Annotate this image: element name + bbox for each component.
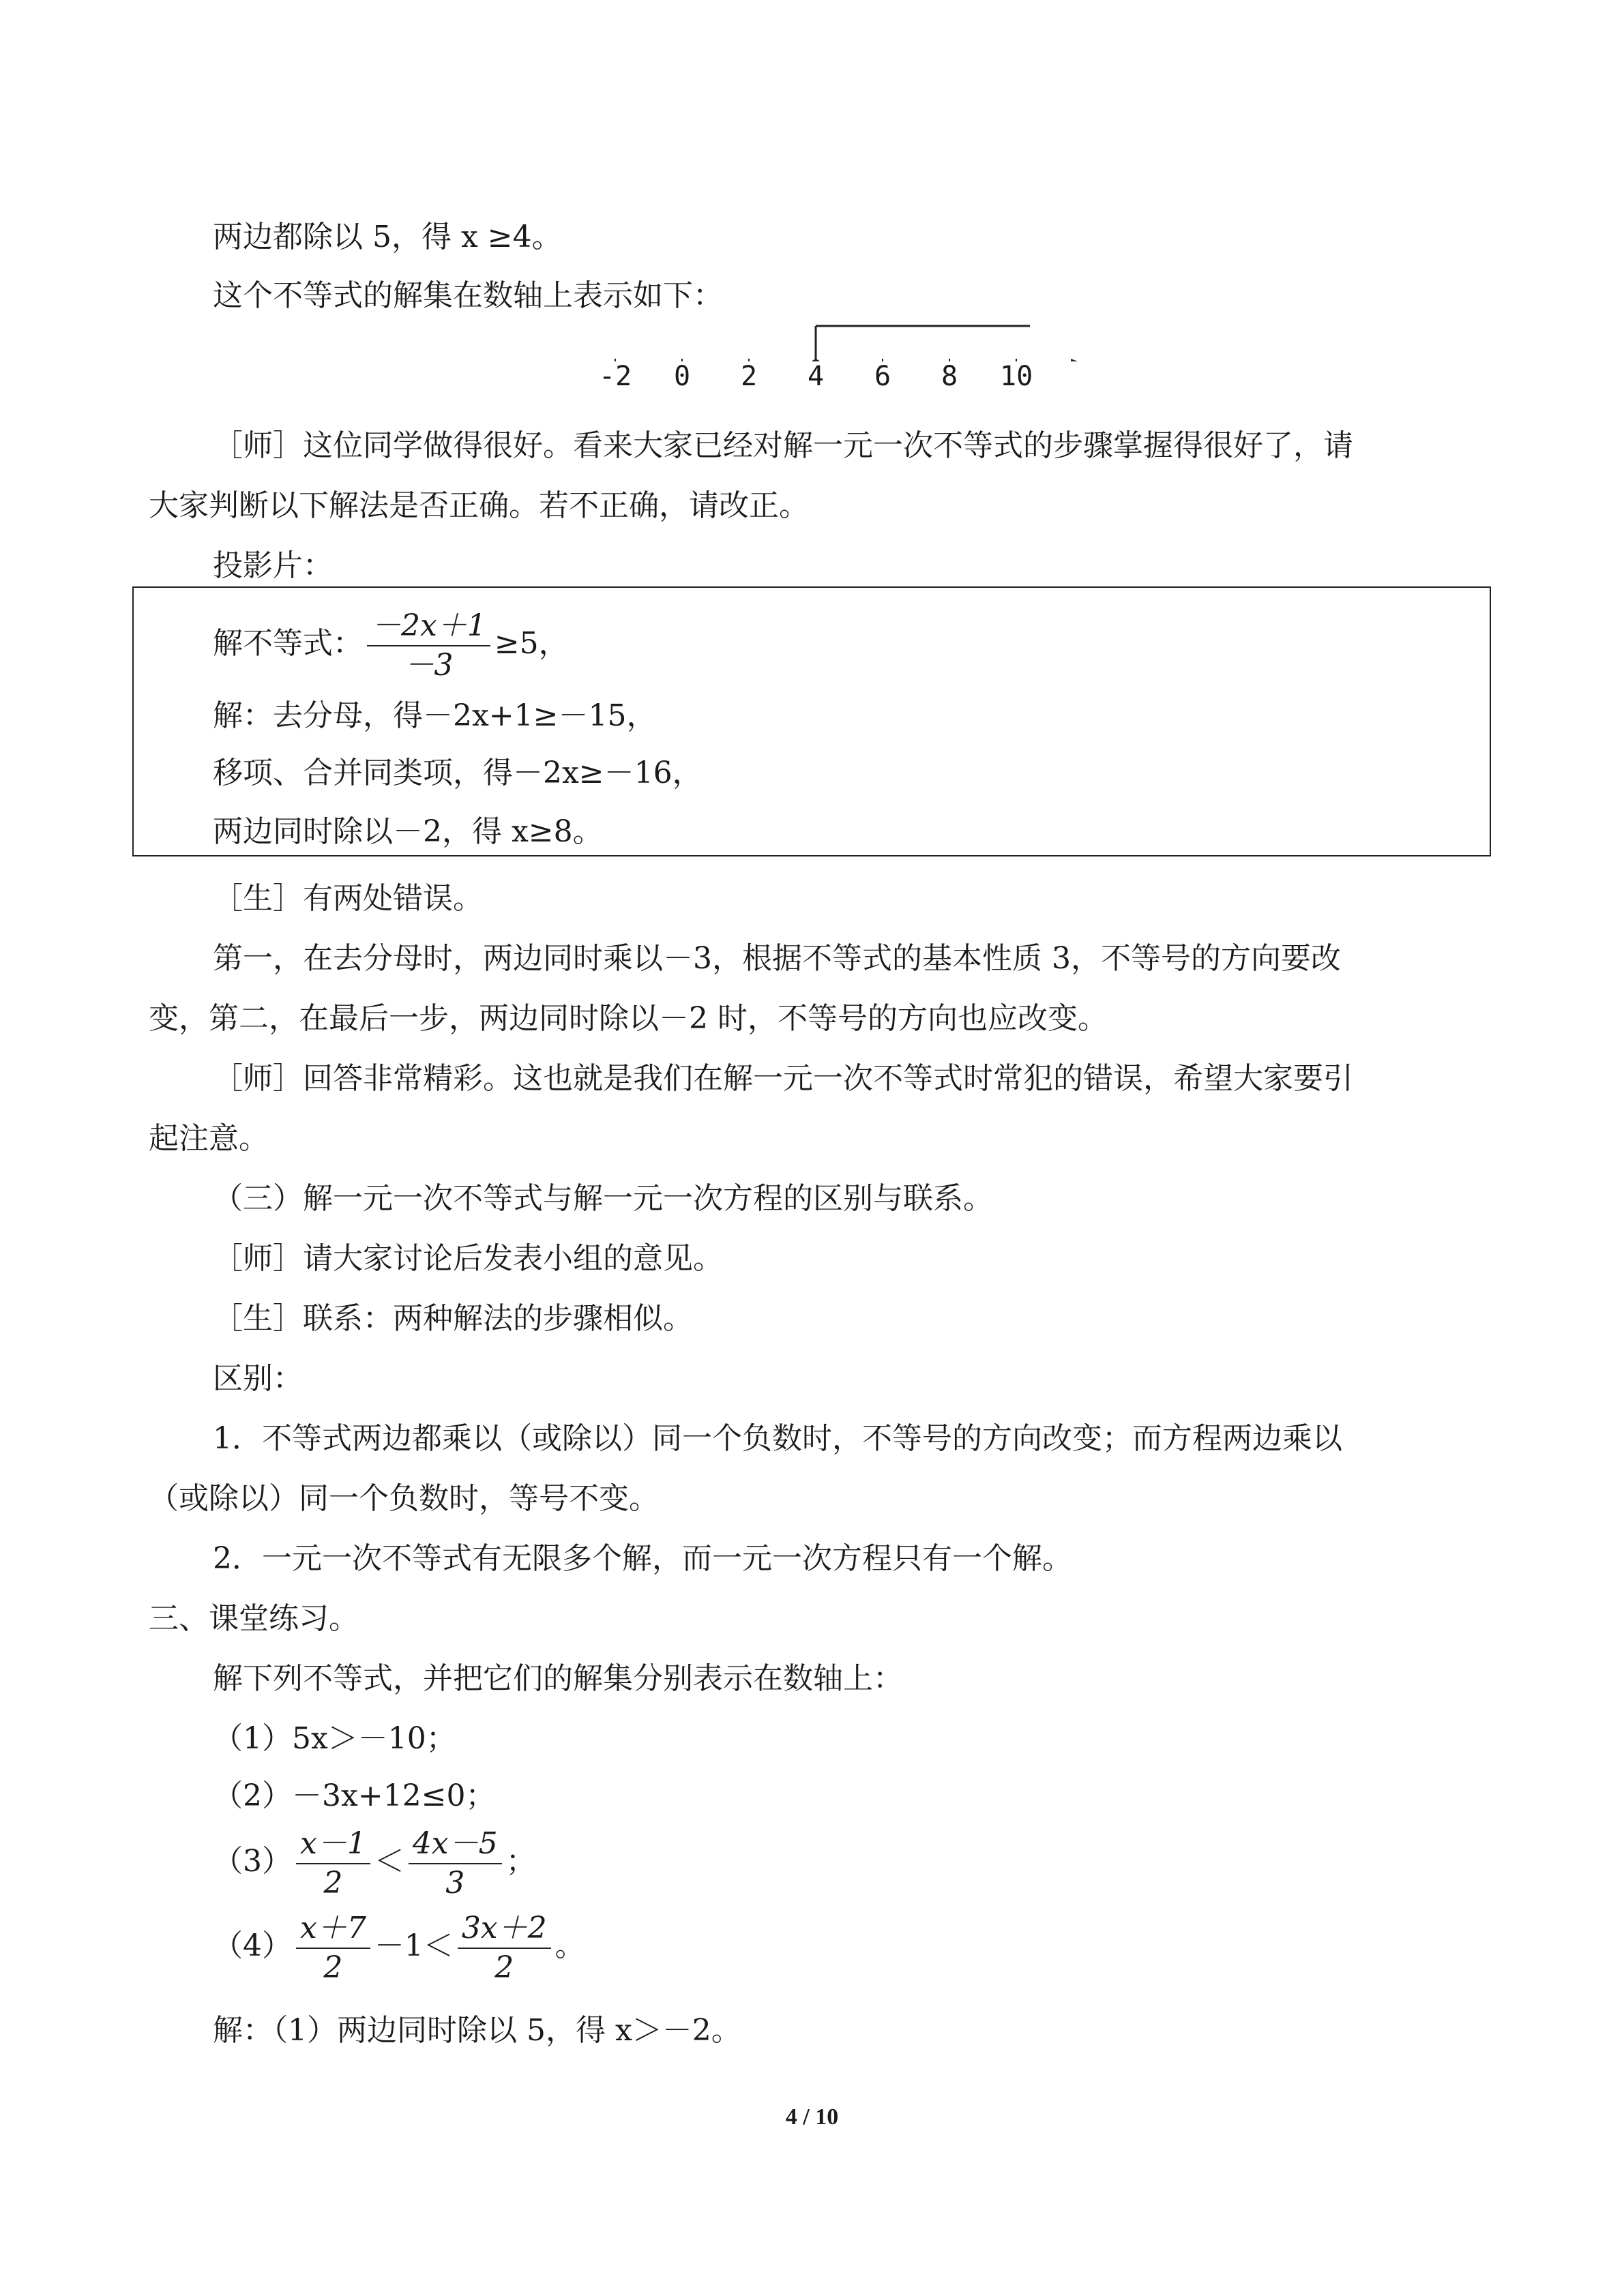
box-fraction-denominator: －3	[404, 647, 454, 683]
paragraph-numberline-intro: 这个不等式的解集在数轴上表示如下：	[213, 278, 723, 313]
problem-4-right-denominator: 2	[494, 1950, 514, 1985]
section-3-heading: （三）解一元一次不等式与解一元一次方程的区别与联系。	[213, 1181, 993, 1216]
axis-arrow-icon	[1071, 359, 1084, 361]
box-step-1: 解：去分母，得－2x+1≥－15，	[213, 698, 657, 733]
solution-1: 解：（1）两边同时除以 5，得 x＞－2。	[213, 2013, 741, 2048]
teacher-remark-3: ［师］请大家讨论后发表小组的意见。	[213, 1241, 723, 1276]
box-problem	[213, 607, 569, 683]
axis-tick-label: 0	[674, 361, 691, 392]
problem-3-operator: ＜	[374, 1844, 404, 1879]
teacher-remark-2-line1: ［师］回答非常精彩。这也就是我们在解一元一次不等式时常犯的错误，希望大家要引	[213, 1061, 1353, 1096]
problem-4-right-numerator: 3x＋2	[458, 1911, 551, 1949]
teacher-remark-1-line2: 大家判断以下解法是否正确。若不正确，请改正。	[149, 488, 809, 523]
student-reply-1: ［生］有两处错误。	[213, 881, 483, 916]
box-step-3: 两边同时除以－2，得 x≥8。	[213, 814, 603, 849]
problem-4-label: （4）	[213, 1928, 292, 1963]
difference-1-line1: 1．不等式两边都乘以（或除以）同一个负数时，不等号的方向改变；而方程两边乘以	[213, 1421, 1342, 1456]
difference-2: 2．一元一次不等式有无限多个解，而一元一次方程只有一个解。	[213, 1541, 1072, 1576]
problem-4-end: 。	[555, 1928, 585, 1963]
difference-label: 区别：	[213, 1361, 303, 1396]
box-fraction-numerator: －2x＋1	[367, 608, 490, 646]
axis-tick-label: 10	[1000, 361, 1033, 392]
problem-3-end: ；	[505, 1844, 536, 1879]
teacher-remark-2-line2: 起注意。	[149, 1121, 269, 1156]
page-number: 4 / 10	[785, 2104, 839, 2130]
explanation-line1: 第一，在去分母时，两边同时乘以－3，根据不等式的基本性质 3，不等号的方向要改	[213, 941, 1341, 976]
axis-tick-label: 4	[808, 361, 825, 392]
number-line	[600, 320, 1091, 402]
problem-2: （2）－3x+12≤0；	[213, 1778, 496, 1813]
projector-label: 投影片：	[213, 548, 333, 583]
box-step-2: 移项、合并同类项，得－2x≥－16，	[213, 756, 703, 790]
axis-tick-label: 8	[941, 361, 958, 392]
problem-3-left-numerator: x－1	[296, 1826, 370, 1864]
problem-4-left-numerator: x＋7	[296, 1911, 370, 1949]
box-fraction	[367, 608, 490, 683]
problem-3	[213, 1825, 536, 1901]
number-line-graphic	[600, 320, 1091, 361]
box-problem-suffix: ≥5，	[494, 626, 569, 661]
practice-intro: 解下列不等式，并把它们的解集分别表示在数轴上：	[213, 1661, 903, 1696]
practice-heading: 三、课堂练习。	[149, 1601, 359, 1636]
axis-tick-label: -2	[599, 361, 632, 392]
explanation-line2: 变，第二，在最后一步，两边同时除以－2 时，不等号的方向也应改变。	[149, 1001, 1108, 1036]
problem-4-middle: －1＜	[374, 1928, 454, 1963]
problem-4-left-denominator: 2	[323, 1950, 343, 1985]
problem-3-label: （3）	[213, 1844, 292, 1879]
problem-3-fraction-right	[409, 1826, 502, 1901]
teacher-remark-1-line1: ［师］这位同学做得很好。看来大家已经对解一元一次不等式的步骤掌握得很好了，请	[213, 428, 1353, 463]
problem-4-fraction-right	[458, 1911, 551, 1986]
difference-1-line2: （或除以）同一个负数时，等号不变。	[149, 1481, 659, 1516]
problem-3-left-denominator: 2	[323, 1865, 343, 1900]
box-problem-prefix: 解不等式：	[213, 626, 363, 661]
student-reply-2: ［生］联系：两种解法的步骤相似。	[213, 1301, 693, 1336]
problem-3-right-numerator: 4x－5	[409, 1826, 502, 1864]
axis-tick-label: 2	[741, 361, 758, 392]
problem-4	[213, 1909, 585, 1986]
problem-1: （1）5x＞－10；	[213, 1721, 456, 1756]
axis-tick-label: 6	[874, 361, 891, 392]
problem-4-fraction-left	[296, 1911, 370, 1986]
problem-3-fraction-left	[296, 1826, 370, 1901]
problem-3-right-denominator: 3	[445, 1865, 465, 1900]
paragraph-divide: 两边都除以 5，得 x ≥4。	[213, 220, 562, 254]
